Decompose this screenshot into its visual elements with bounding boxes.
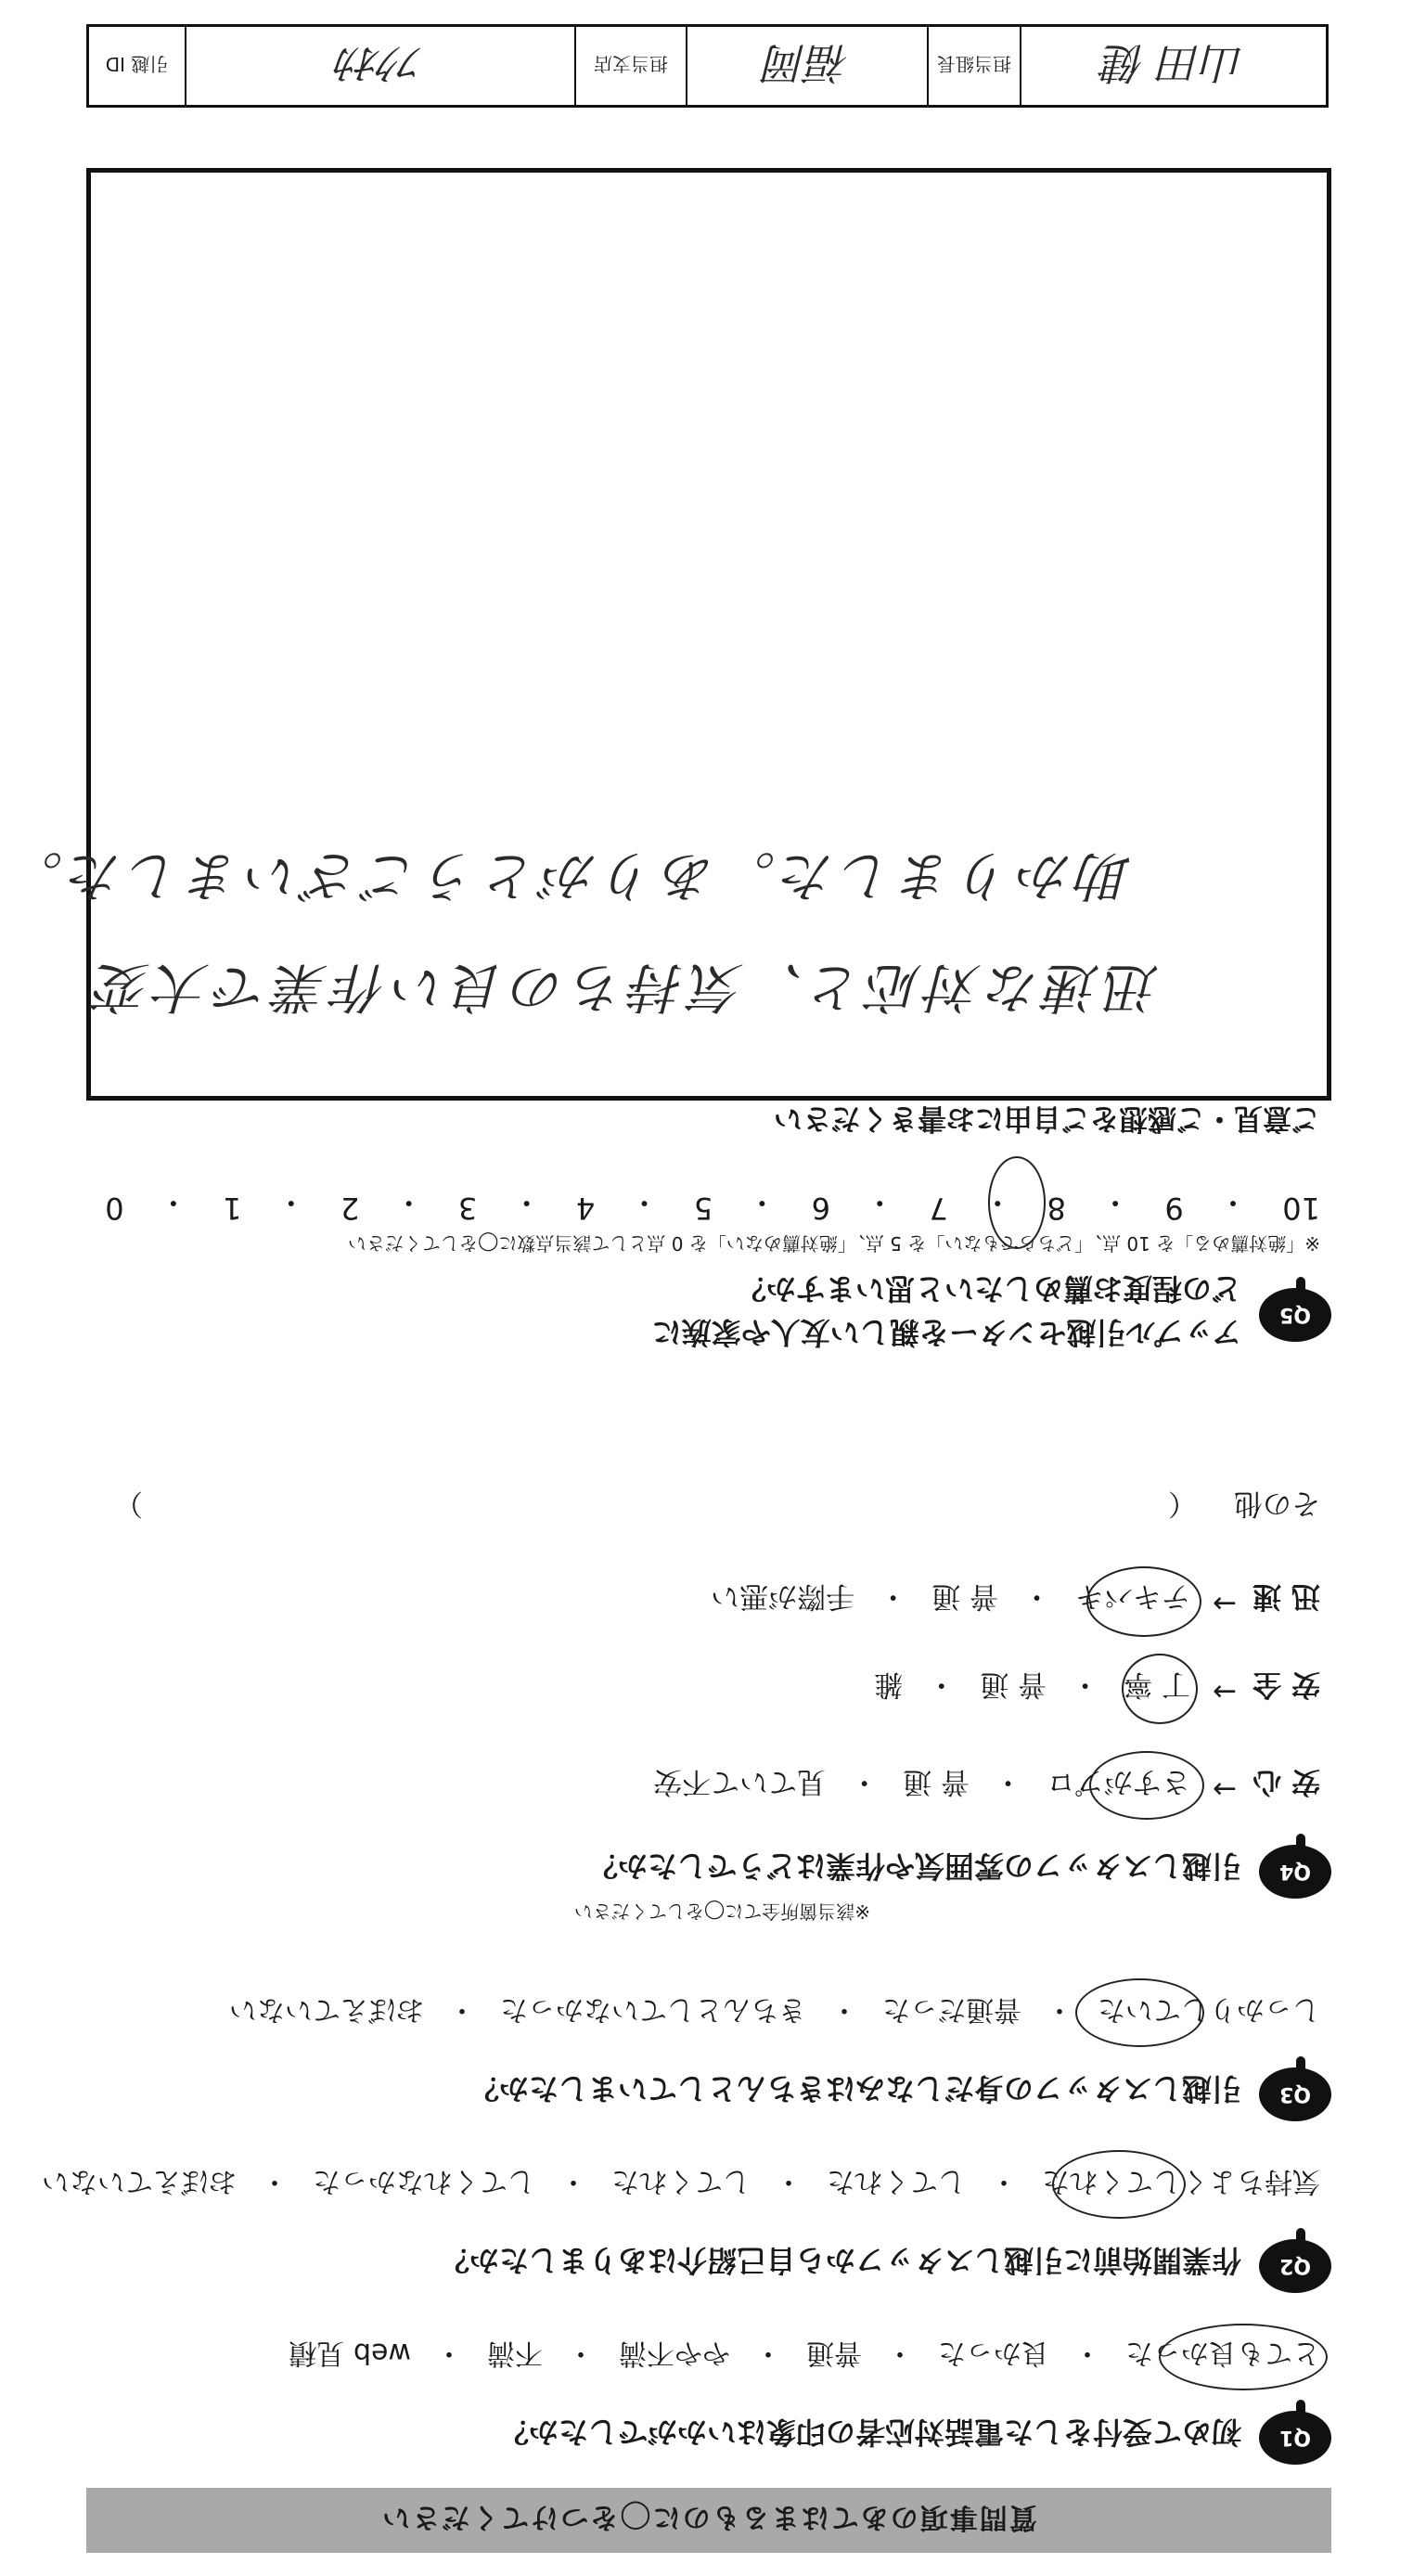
scale-value[interactable]: 9 xyxy=(1164,1191,1184,1226)
id-label-cell xyxy=(89,27,185,105)
q4-text: 引越しスタッフの雰囲気や作業はどうでしたか？ xyxy=(587,1848,1241,1884)
q1-badge: Q1 xyxy=(1259,2411,1331,2465)
id-label: 引越 ID xyxy=(105,53,169,76)
q5-line2: どの程度お薦めしたいと思いますか？ xyxy=(736,1271,1241,1307)
scale-dot: ・ xyxy=(983,1185,1013,1220)
q4-jinsoku-mark xyxy=(1086,1566,1201,1637)
staff-label: 担当組長 xyxy=(937,53,1011,76)
q4-row-label: 安 全 xyxy=(1252,1668,1320,1701)
q1-option[interactable]: 普通 xyxy=(806,2337,862,2369)
q4-anzen-mark xyxy=(1122,1654,1198,1724)
id-signature: ﾌｸｵｶ xyxy=(338,38,423,88)
q1-option[interactable]: web 見積 xyxy=(289,2337,411,2369)
q3-option[interactable]: おぼえていない xyxy=(229,1993,424,2026)
q2-text: 作業開始前に引越しスタッフから自己紹介はありましたか？ xyxy=(439,2243,1241,2278)
q4-other-row xyxy=(114,1486,1320,1527)
q2-options: 気持ちよくしてくれた ・ してくれた ・ してくれた ・ してくれなかった ・ おぼえていない xyxy=(42,2164,1320,2205)
q5-note: ※「絶対薦める」を 10 点、「どちらでもない」を 5 点、「絶対薦めない」を 0 点として該当点数に◯をしてください xyxy=(348,1232,1320,1255)
comment-box[interactable] xyxy=(3,168,1331,1101)
q2-selected-mark xyxy=(1052,2150,1186,2219)
scale-dot: ・ xyxy=(629,1185,660,1220)
q4-other-label: その他 xyxy=(1234,1487,1320,1520)
q4-option[interactable]: 普 通 xyxy=(903,1765,970,1798)
q4-option[interactable]: 普 通 xyxy=(980,1668,1047,1701)
scale-dot: ・ xyxy=(511,1185,542,1220)
scale-value[interactable]: 2 xyxy=(340,1191,360,1226)
instruction-banner: 質問事項のあてはまるものに◯をつけてください xyxy=(86,2488,1331,2553)
q1-option[interactable]: 良かった xyxy=(938,2337,1049,2369)
q2-option[interactable]: おぼえていない xyxy=(42,2165,237,2197)
staff-label-cell xyxy=(927,27,1020,105)
q3-option[interactable]: しっかりしていた xyxy=(1098,1993,1320,2026)
q5-line1: アップル引越センターを親しい友人や家族に xyxy=(651,1315,1241,1350)
q4-note: ※該当箇所全てに◯をしてください xyxy=(573,1900,870,1923)
scale-value[interactable]: 3 xyxy=(457,1191,478,1226)
q1-options: とても良かった ・ 良かった ・ 普通 ・ やや不満 ・ 不満 ・ web 見積 xyxy=(289,2336,1320,2376)
q3-badge: Q3 xyxy=(1259,2067,1331,2121)
branch-label-cell xyxy=(574,27,686,105)
q5-scale xyxy=(105,1185,1320,1226)
arrow-icon: → xyxy=(1213,1587,1237,1620)
q1-selected-mark xyxy=(1159,2324,1328,2390)
handwritten-line: 迅速な対応と、気持ちの良い作業で大変 xyxy=(90,956,1160,1019)
q3-selected-mark xyxy=(1075,1978,1204,2047)
scale-value[interactable]: 6 xyxy=(811,1191,831,1226)
q2-badge: Q2 xyxy=(1259,2239,1331,2293)
scale-dot: ・ xyxy=(747,1185,777,1220)
q4-badge: Q4 xyxy=(1259,1845,1331,1899)
q4-row-jinsoku: 迅 速 → テキパキ ・ 普 通 ・ 手際が悪い xyxy=(711,1579,1320,1620)
scale-value[interactable]: 0 xyxy=(105,1191,124,1226)
id-value-cell xyxy=(185,27,574,105)
scale-dot: ・ xyxy=(1218,1185,1249,1220)
q4-row-label: 迅 速 xyxy=(1252,1579,1320,1613)
scale-value[interactable]: 5 xyxy=(693,1191,713,1226)
arrow-icon: → xyxy=(1213,1772,1237,1806)
q4-option[interactable]: 普 通 xyxy=(931,1579,998,1613)
q3-option[interactable]: きちんとしていなかった xyxy=(500,1993,806,2026)
q4-option[interactable]: 見ていて不安 xyxy=(653,1765,827,1798)
scale-dot: ・ xyxy=(393,1185,424,1220)
q4-row-anzen: 安 全 → 丁 寧 ・ 普 通 ・ 雑 xyxy=(874,1668,1320,1708)
q3-option[interactable]: 普通だった xyxy=(882,1993,1021,2026)
q2-option[interactable]: 気持ちよくしてくれた xyxy=(1042,2165,1320,2197)
scale-value[interactable]: 4 xyxy=(575,1191,596,1226)
q4-other-close: ） xyxy=(114,1487,143,1520)
q2-option[interactable]: してくれた xyxy=(827,2165,966,2197)
q1-text: 初めて受付をした電話対応者の印象はいかがでしたか？ xyxy=(498,2415,1241,2450)
q4-other-open: （ xyxy=(1168,1487,1197,1520)
q3-options: しっかりしていた ・ 普通だった ・ きちんとしていなかった ・ おぼえていない xyxy=(229,1992,1320,2033)
q4-row-label: 安 心 xyxy=(1252,1765,1320,1798)
scale-dot: ・ xyxy=(276,1185,306,1220)
staff-value-cell xyxy=(1020,27,1326,105)
scale-dot: ・ xyxy=(1100,1185,1131,1220)
q2-option[interactable]: してくれた xyxy=(611,2165,751,2197)
arrow-icon: → xyxy=(1213,1675,1237,1708)
q5-selected-mark xyxy=(988,1156,1046,1249)
scale-value[interactable]: 1 xyxy=(223,1191,242,1226)
id-table xyxy=(86,24,1329,108)
branch-signature: 福岡 xyxy=(764,38,850,88)
scale-dot: ・ xyxy=(158,1185,188,1220)
q1-option[interactable]: 不満 xyxy=(487,2337,543,2369)
handwritten-line: 助かりました。ありがとうございました。 xyxy=(3,844,1132,908)
q4-option[interactable]: 手際が悪い xyxy=(711,1579,855,1613)
q4-row-anshin: 安 心 → さすがプロ ・ 普 通 ・ 見ていて不安 xyxy=(653,1765,1320,1806)
scale-value[interactable]: 7 xyxy=(929,1191,948,1226)
q1-option[interactable]: やや不満 xyxy=(619,2337,730,2369)
q4-option[interactable]: テキパキ xyxy=(1075,1579,1190,1613)
q3-text: 引越しスタッフの身だしなみはきちんとしていましたか？ xyxy=(469,2071,1241,2106)
scale-value[interactable]: 8 xyxy=(1047,1191,1066,1226)
comment-title: ご意見・ご感想をご自由にお書きください xyxy=(774,1101,1320,1135)
q5-badge: Q5 xyxy=(1259,1288,1331,1342)
q4-anshin-mark xyxy=(1089,1751,1204,1820)
staff-signature: 山田 健 xyxy=(1102,38,1245,88)
scale-dot: ・ xyxy=(865,1185,895,1220)
q4-option[interactable]: 丁 寧 xyxy=(1124,1668,1190,1701)
scale-value[interactable]: 10 xyxy=(1282,1191,1320,1226)
q2-option[interactable]: してくれなかった xyxy=(313,2165,535,2197)
q1-option[interactable]: とても良かった xyxy=(1125,2337,1320,2369)
branch-label: 担当支店 xyxy=(594,53,668,76)
branch-value-cell xyxy=(686,27,927,105)
q4-option[interactable]: さすがプロ xyxy=(1047,1765,1190,1798)
q4-option[interactable]: 雑 xyxy=(874,1668,904,1701)
